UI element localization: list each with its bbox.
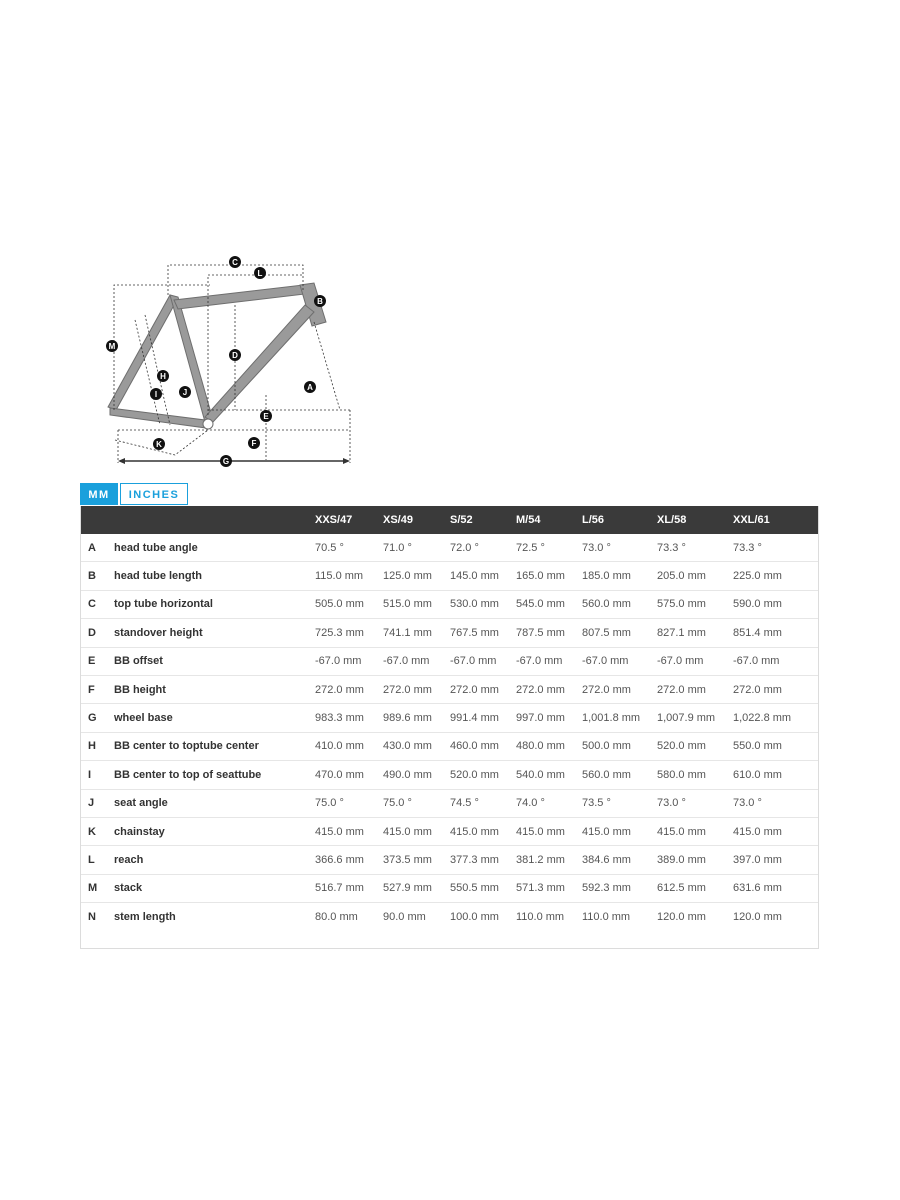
cell-value: 807.5 mm (582, 626, 631, 639)
cell-value: 851.4 mm (733, 626, 782, 639)
cell-value: 74.0 ° (516, 797, 545, 810)
row-key: N (88, 911, 96, 924)
cell-value: 500.0 mm (582, 740, 631, 753)
cell-value: 225.0 mm (733, 570, 782, 583)
cell-value: 560.0 mm (582, 768, 631, 781)
unit-tabs (80, 483, 188, 505)
size-header: XS/49 (383, 514, 413, 526)
size-header: XXL/61 (733, 514, 770, 526)
cell-value: 384.6 mm (582, 853, 631, 866)
row-label: head tube length (114, 570, 202, 583)
cell-value: 415.0 mm (315, 825, 364, 838)
row-key: E (88, 655, 96, 668)
cell-value: 410.0 mm (315, 740, 364, 753)
cell-value: 490.0 mm (383, 768, 432, 781)
cell-value: 110.0 mm (582, 911, 631, 924)
cell-value: -67.0 mm (450, 655, 497, 668)
row-label: BB offset (114, 655, 163, 668)
row-label: wheel base (114, 712, 173, 725)
cell-value: 73.0 ° (733, 797, 762, 810)
row-key: K (88, 825, 96, 838)
cell-value: 983.3 mm (315, 712, 364, 725)
label-d-text: D (232, 351, 238, 360)
cell-value: 165.0 mm (516, 570, 565, 583)
cell-value: 550.5 mm (450, 882, 499, 895)
cell-value: 80.0 mm (315, 911, 358, 924)
label-i-text: I (154, 390, 158, 399)
cell-value: 415.0 mm (582, 825, 631, 838)
cell-value: 560.0 mm (582, 598, 631, 611)
row-label: stem length (114, 911, 176, 924)
cell-value: 272.0 mm (733, 683, 782, 696)
table-row (81, 676, 818, 704)
cell-value: -67.0 mm (582, 655, 629, 668)
cell-value: 75.0 ° (383, 797, 412, 810)
cell-value: 272.0 mm (582, 683, 631, 696)
cell-value: 120.0 mm (657, 911, 706, 924)
label-h-text: H (160, 372, 166, 381)
cell-value: 997.0 mm (516, 712, 565, 725)
cell-value: 787.5 mm (516, 626, 565, 639)
row-key: A (88, 541, 96, 554)
cell-value: -67.0 mm (383, 655, 430, 668)
cell-value: 272.0 mm (383, 683, 432, 696)
cell-value: 1,001.8 mm (582, 712, 641, 725)
table-row (81, 790, 818, 818)
size-header: S/52 (450, 514, 473, 526)
cell-value: 1,007.9 mm (657, 712, 716, 725)
cell-value: 631.6 mm (733, 882, 782, 895)
cell-value: 415.0 mm (383, 825, 432, 838)
row-key: D (88, 626, 96, 639)
cell-value: 145.0 mm (450, 570, 499, 583)
cell-value: 827.1 mm (657, 626, 706, 639)
label-d (229, 349, 241, 361)
cell-value: 767.5 mm (450, 626, 499, 639)
label-c (229, 256, 241, 268)
label-i (150, 388, 162, 400)
arrow-right-icon (343, 458, 350, 464)
cell-value: 527.9 mm (383, 882, 432, 895)
label-m-text: M (108, 342, 116, 351)
cell-value: -67.0 mm (657, 655, 704, 668)
cell-value: 125.0 mm (383, 570, 432, 583)
label-k-text: K (156, 440, 162, 449)
label-l-text: L (257, 269, 263, 278)
cell-value: 580.0 mm (657, 768, 706, 781)
arrow-left-icon (118, 458, 125, 464)
cell-value: 540.0 mm (516, 768, 565, 781)
label-e-text: E (263, 412, 269, 421)
row-key: B (88, 570, 96, 583)
cell-value: 415.0 mm (450, 825, 499, 838)
row-key: H (88, 740, 96, 753)
label-c-text: C (232, 258, 238, 267)
label-f-text: F (251, 439, 257, 448)
row-label: head tube angle (114, 541, 198, 554)
label-j-text: J (182, 388, 188, 397)
table-row (81, 591, 818, 619)
cell-value: 272.0 mm (516, 683, 565, 696)
cell-value: 73.5 ° (582, 797, 611, 810)
cell-value: 612.5 mm (657, 882, 706, 895)
label-a (304, 381, 316, 393)
cell-value: 100.0 mm (450, 911, 499, 924)
label-g-text: G (222, 457, 230, 466)
label-k (153, 438, 165, 450)
cell-value: 110.0 mm (516, 911, 565, 924)
cell-value: 73.0 ° (582, 541, 611, 554)
cell-value: 366.6 mm (315, 853, 364, 866)
table-row (81, 648, 818, 676)
label-b-text: B (317, 297, 323, 306)
cell-value: 272.0 mm (450, 683, 499, 696)
table-row (81, 903, 818, 931)
cell-value: 550.0 mm (733, 740, 782, 753)
cell-value: 272.0 mm (315, 683, 364, 696)
cell-value: 741.1 mm (383, 626, 432, 639)
cell-value: 115.0 mm (315, 570, 364, 583)
cell-value: 571.3 mm (516, 882, 565, 895)
cell-value: 430.0 mm (383, 740, 432, 753)
label-g (220, 455, 232, 467)
row-key: G (88, 712, 97, 725)
row-key: J (88, 797, 95, 810)
label-e (260, 410, 272, 422)
row-label: reach (114, 853, 144, 866)
table-row (81, 818, 818, 846)
cell-value: 373.5 mm (383, 853, 432, 866)
cell-value: 72.0 ° (450, 541, 479, 554)
tab-inches[interactable]: INCHES (120, 483, 188, 505)
table-row (81, 875, 818, 903)
table-body (81, 534, 818, 931)
cell-value: 205.0 mm (657, 570, 706, 583)
table-row (81, 562, 818, 590)
table-row (81, 619, 818, 647)
row-label: stack (114, 882, 143, 895)
cell-value: 397.0 mm (733, 853, 782, 866)
cell-value: 516.7 mm (315, 882, 364, 895)
frame-geometry-diagram (100, 250, 360, 470)
row-label: chainstay (114, 825, 165, 838)
label-a-text: A (307, 383, 313, 392)
row-label: top tube horizontal (114, 598, 213, 611)
cell-value: 530.0 mm (450, 598, 499, 611)
row-label: BB center to top of seattube (114, 768, 262, 781)
cell-value: 71.0 ° (383, 541, 412, 554)
cell-value: 470.0 mm (315, 768, 364, 781)
cell-value: 415.0 mm (657, 825, 706, 838)
table-row (81, 704, 818, 732)
size-header: L/56 (582, 514, 605, 526)
cell-value: 725.3 mm (315, 626, 364, 639)
cell-value: 415.0 mm (516, 825, 565, 838)
cell-value: 520.0 mm (450, 768, 499, 781)
cell-value: 480.0 mm (516, 740, 565, 753)
cell-value: 592.3 mm (582, 882, 631, 895)
cell-value: 70.5 ° (315, 541, 344, 554)
table-row (81, 846, 818, 874)
label-m (106, 340, 118, 352)
cell-value: -67.0 mm (315, 655, 362, 668)
cell-value: 73.3 ° (657, 541, 686, 554)
cell-value: 515.0 mm (383, 598, 432, 611)
cell-value: 74.5 ° (450, 797, 479, 810)
row-label: standover height (114, 626, 203, 639)
label-b (314, 295, 326, 307)
row-key: I (88, 768, 92, 781)
cell-value: 90.0 mm (383, 911, 426, 924)
size-header: M/54 (516, 514, 541, 526)
tab-mm[interactable]: MM (80, 483, 118, 505)
row-label: BB center to toptube center (114, 740, 259, 753)
row-key: F (88, 683, 95, 696)
cell-value: 377.3 mm (450, 853, 499, 866)
label-h (157, 370, 169, 382)
cell-value: 505.0 mm (315, 598, 364, 611)
cell-value: 272.0 mm (657, 683, 706, 696)
label-l (254, 267, 266, 279)
cell-value: 381.2 mm (516, 853, 565, 866)
cell-value: 120.0 mm (733, 911, 782, 924)
cell-value: 991.4 mm (450, 712, 499, 725)
table-row (81, 761, 818, 789)
table-row (81, 534, 818, 562)
cell-value: 75.0 ° (315, 797, 344, 810)
row-key: M (88, 882, 98, 895)
table-header (81, 506, 818, 534)
row-label: BB height (114, 683, 166, 696)
size-header: XXS/47 (315, 514, 353, 526)
cell-value: 590.0 mm (733, 598, 782, 611)
cell-value: 1,022.8 mm (733, 712, 792, 725)
cell-value: 73.3 ° (733, 541, 762, 554)
cell-value: -67.0 mm (733, 655, 780, 668)
label-f (248, 437, 260, 449)
size-header: XL/58 (657, 514, 687, 526)
cell-value: 73.0 ° (657, 797, 686, 810)
cell-value: 545.0 mm (516, 598, 565, 611)
cell-value: 72.5 ° (516, 541, 545, 554)
cell-value: 185.0 mm (582, 570, 631, 583)
cell-value: 989.6 mm (383, 712, 432, 725)
bike-frame (108, 283, 326, 429)
table-row (81, 733, 818, 761)
cell-value: 415.0 mm (733, 825, 782, 838)
row-label: seat angle (114, 797, 168, 810)
cell-value: -67.0 mm (516, 655, 563, 668)
label-j (179, 386, 191, 398)
cell-value: 520.0 mm (657, 740, 706, 753)
cell-value: 389.0 mm (657, 853, 706, 866)
cell-value: 610.0 mm (733, 768, 782, 781)
geometry-table (80, 506, 819, 949)
cell-value: 575.0 mm (657, 598, 706, 611)
cell-value: 460.0 mm (450, 740, 499, 753)
row-key: C (88, 598, 96, 611)
row-key: L (88, 853, 95, 866)
